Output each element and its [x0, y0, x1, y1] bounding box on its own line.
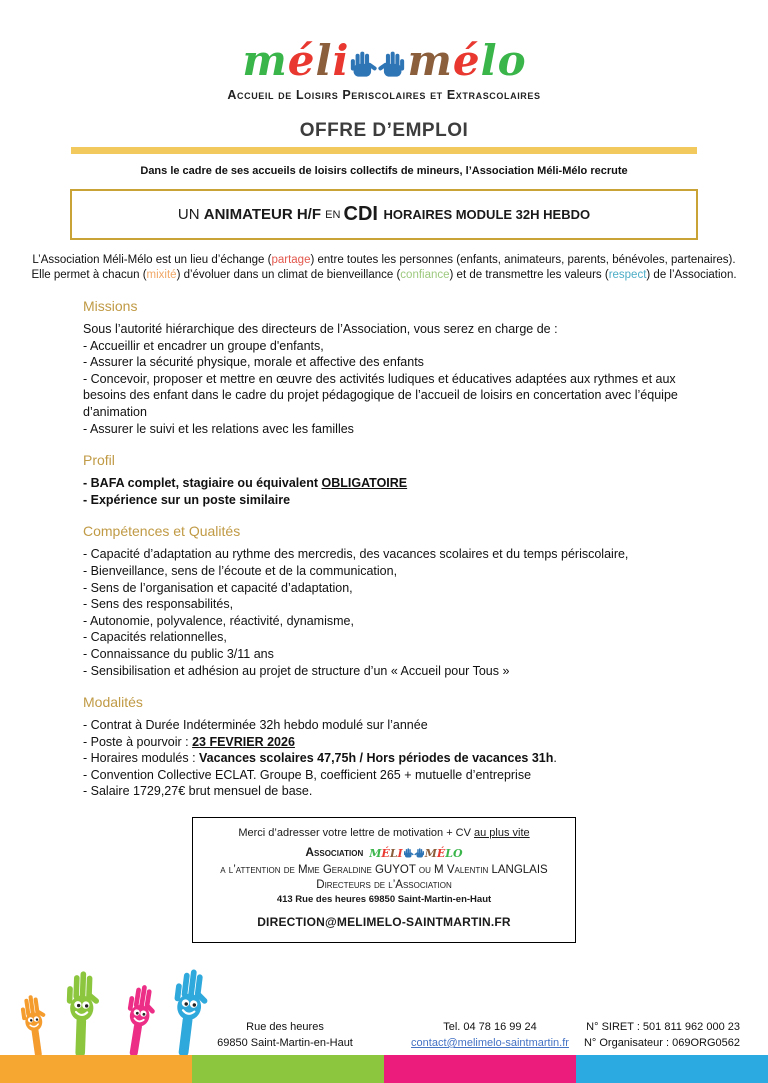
- divider-bar: [71, 147, 697, 154]
- mission-line: Sous l’autorité hiérarchique des directeurs de l’Association, vous serez en charge de :: [83, 322, 558, 336]
- value-word-partage: partage: [271, 254, 311, 266]
- modalite-line: [83, 750, 700, 767]
- association-intro: [0, 253, 768, 283]
- color-stripe: [0, 1055, 768, 1083]
- apply-text: Merci d’adresser votre lettre de motivation + CV: [238, 827, 475, 840]
- page-title: OFFRE D’EMPLOI: [299, 120, 469, 141]
- apply-instruction: [203, 827, 565, 839]
- value-word-confiance: confiance: [400, 269, 450, 281]
- mission-line: - Assurer le suivi et les relations avec les familles: [83, 421, 354, 436]
- competence-line: - Connaissance du public 3/11 ans: [83, 646, 274, 661]
- modalite-line: - Salaire 1729,27€ brut mensuel de base.: [83, 784, 313, 799]
- modalite-text: .: [553, 751, 557, 766]
- intro-text: ) et de transmettre les valeurs (: [449, 269, 609, 281]
- hand-icon: [377, 51, 407, 78]
- logo: [0, 0, 768, 102]
- logo-letter: m: [407, 36, 452, 85]
- missions-list: [83, 321, 700, 437]
- modalite-line: - Convention Collective ECLAT. Groupe B, coefficient 265 + mutuelle d’entreprise: [83, 767, 532, 782]
- competence-line: - Autonomie, polyvalence, réactivité, dynamisme,: [83, 613, 354, 628]
- logo-letter: l: [389, 842, 398, 862]
- start-date: 23 FEVRIER 2026: [192, 734, 295, 749]
- modalite-line: - Contrat à Durée Indéterminée 32h hebdo modulé sur l’année: [83, 718, 428, 733]
- footer-address-line1: Rue des heures: [246, 1021, 324, 1033]
- footer-phone: Tel. 04 78 16 99 24: [443, 1021, 537, 1033]
- job-title-part: ANIMATEUR H/F: [203, 206, 326, 223]
- stripe-orange: [0, 1055, 192, 1083]
- competence-line: - Sens des responsabilités,: [83, 597, 234, 612]
- job-title-box: [70, 189, 698, 240]
- contact-box: [192, 817, 576, 943]
- job-title-part: CDI: [343, 203, 384, 225]
- hand-icon: [403, 848, 414, 858]
- footer-email-link[interactable]: contact@melimelo-saintmartin.fr: [411, 1037, 569, 1049]
- section-heading-profil: Profil: [83, 452, 115, 469]
- job-title-part: UN: [177, 206, 204, 223]
- mission-line: - Concevoir, proposer et mettre en œuvre des activités ludiques et éducatives adaptées aux rythmes et aux besoins des enfant dans le cadre du projet pédagogique de l’accueil de loisirs en concertation avec l’équipe d’animation: [83, 371, 678, 419]
- document-body: [83, 298, 700, 800]
- footer: [0, 983, 768, 1083]
- modalite-text: - Poste à pourvoir :: [83, 734, 193, 749]
- profil-text: - BAFA complet, stagiaire ou équivalent: [83, 476, 322, 491]
- logo-letter: m: [424, 842, 437, 862]
- hand-icon: [414, 848, 425, 858]
- hand-icon: [10, 990, 62, 1060]
- hand-icon: [348, 51, 378, 78]
- logo-letter: i: [332, 36, 349, 85]
- asap-text: au plus vite: [474, 827, 530, 840]
- logo-letter: m: [369, 842, 382, 862]
- modalites-list: [83, 717, 700, 800]
- stripe-pink: [384, 1055, 576, 1083]
- logo-letter: é: [452, 36, 480, 85]
- logo-letter: l: [445, 842, 454, 862]
- footer-organisateur: N° Organisateur : 069ORG0562: [583, 1037, 740, 1049]
- mission-line: - Accueillir et encadrer un groupe d'enfants,: [83, 338, 324, 353]
- competence-line: - Capacités relationnelles,: [83, 630, 227, 645]
- stripe-blue: [576, 1055, 768, 1083]
- section-heading-modalites: Modalités: [83, 694, 143, 711]
- logo-subtitle: Accueil de Loisirs Periscolaires et Extrascolaires: [227, 88, 541, 102]
- footer-address: [180, 1019, 390, 1051]
- profil-line: - Expérience sur un poste similaire: [83, 492, 291, 507]
- logo-wordmark: [0, 36, 768, 86]
- association-label: Association: [305, 845, 364, 860]
- footer-legal: [510, 1019, 740, 1051]
- section-heading-missions: Missions: [83, 298, 138, 314]
- logo-letter: é: [287, 36, 315, 85]
- attention-line: a l’attention de Mme Geraldine GUYOT ou M Valentin LANGLAIS: [220, 864, 548, 877]
- footer-address-line2: 69850 Saint-Martin-en-Haut: [217, 1037, 353, 1049]
- association-line: [203, 843, 565, 861]
- footer-siret: N° SIRET : 501 811 962 000 23: [586, 1021, 740, 1033]
- logo-letter: l: [315, 36, 332, 85]
- intro-text: ) d’évoluer dans un climat de bienveillance (: [176, 269, 401, 281]
- contact-address: 413 Rue des heures 69850 Saint-Martin-en-Haut: [276, 894, 492, 906]
- value-word-respect: respect: [608, 269, 647, 281]
- hand-icon: [58, 968, 109, 1058]
- mini-logo: [369, 843, 462, 861]
- modalite-text: - Horaires modulés :: [83, 751, 200, 766]
- stripe-green: [192, 1055, 384, 1083]
- logo-letter: o: [453, 842, 463, 862]
- competences-list: [83, 546, 700, 679]
- competence-line: - Sensibilisation et adhésion au projet de structure d’un « Accueil pour Tous »: [83, 663, 510, 678]
- intro-text: L’Association Méli-Mélo est un lieu d’échange (: [32, 254, 272, 266]
- obligatoire-text: OBLIGATOIRE: [321, 476, 408, 491]
- competence-line: - Bienveillance, sens de l’écoute et de la communication,: [83, 563, 398, 578]
- mission-line: - Assurer la sécurité physique, morale et affective des enfants: [83, 355, 424, 370]
- competence-line: - Capacité d’adaptation au rythme des mercredis, des vacances scolaires et du temps périscolaire,: [83, 547, 629, 562]
- recruit-line: Dans le cadre de ses accueils de loisirs collectifs de mineurs, l’Association Méli-Mélo recrute: [140, 165, 628, 177]
- directors-line: Directeurs de l’Association: [316, 879, 452, 892]
- job-title-part: HORAIRES MODULE 32H HEBDO: [383, 207, 591, 222]
- intro-text: ) entre toutes les personnes (enfants, animateurs, parents, bénévoles, partenaires).: [310, 254, 736, 266]
- hours-detail: Vacances scolaires 47,75h / Hors périodes de vacances 31h: [199, 751, 554, 766]
- logo-letter: i: [397, 842, 403, 862]
- intro-text: Elle permet à chacun (: [31, 269, 147, 281]
- profil-line: [83, 475, 700, 492]
- modalite-line: [83, 734, 700, 751]
- competence-line: - Sens de l’organisation et capacité d’adaptation,: [83, 580, 353, 595]
- logo-letter: l: [480, 36, 497, 85]
- logo-letter: é: [381, 842, 390, 862]
- logo-letter: o: [497, 36, 526, 85]
- job-title-part: EN: [325, 208, 344, 221]
- profil-list: [83, 475, 700, 508]
- logo-letter: é: [436, 842, 446, 862]
- value-word-mixite: mixité: [146, 269, 177, 281]
- logo-letter: m: [242, 36, 287, 85]
- section-heading-competences: Compétences et Qualités: [83, 523, 241, 540]
- direction-email: DIRECTION@MELIMELO-SAINTMARTIN.FR: [257, 915, 511, 930]
- intro-text: ) de l’Association.: [646, 269, 737, 281]
